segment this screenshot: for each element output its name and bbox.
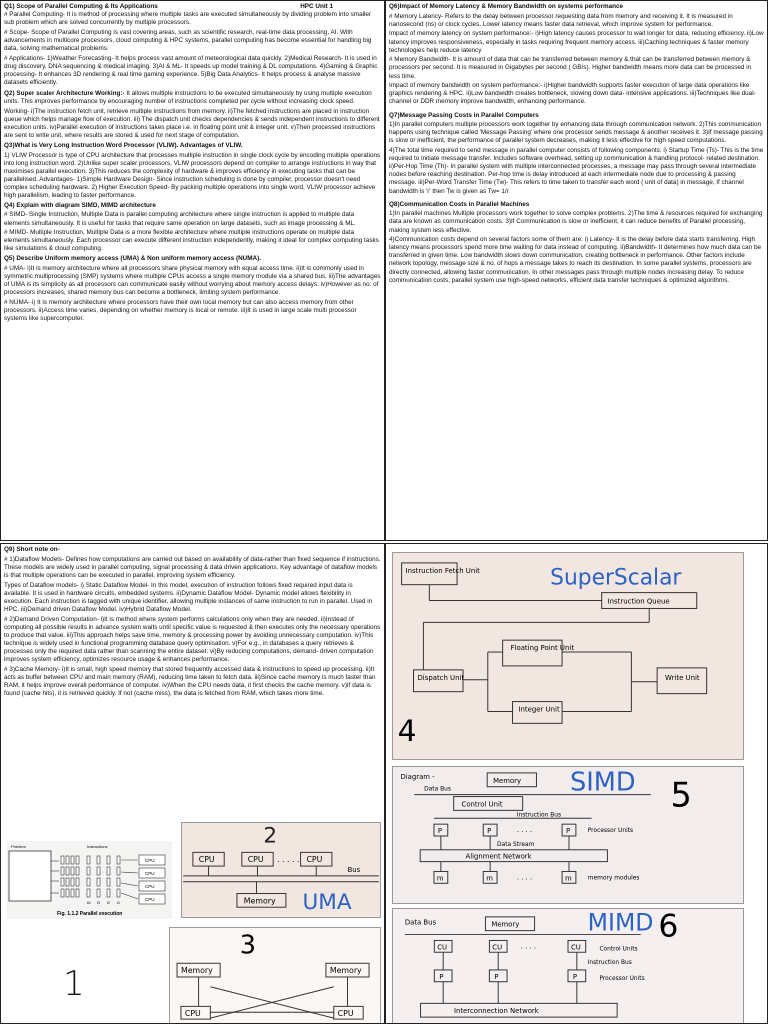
top-left-column [0,0,385,541]
mimd-memory-label: Memory [491,920,520,929]
simd-dots-2: . . . . [516,873,533,882]
simd-ibus-label: Instruction Bus [516,812,562,819]
q1-title: Q1) Scope of Parallel Computing & Its Applications [4,3,158,10]
ss-write-label: Write Unit [665,673,700,682]
q1-text-1: # Parallel Computing- It is method of processing where multiple tasks are executed simultaneously by dividing problem into smaller sub problem which are solved concurrently by multiple processors. [4,11,372,27]
uma-memory-label: Memory [243,896,276,906]
fig1-problem-label: Problem [11,844,26,849]
q8-text-1: 1)In parallel machines Multiple processors work together to solve complex problems. 2)The time & resources required for exchanging data are known as communication costs. 3)If Communication is slow or inefficient, it can reduce benefits of Parallel processing, making system less effective. [389,210,763,234]
q8-text-2: 4)Communication costs depend on several factors some of them are: i) Latency- It is the delay before data starts transferring. High latency means processors spend more time waiting for data instead of computing. ii)Bandwidth- It determines how much data can be transferred in given time. Low bandwidth slows down communication, creating bottleneck in performance. Other factors include network topology, message size & no. of hops a message takes to reach its destination. In some parallel systems, processors are directly connected, allowing faster communication. In other messages pass through multiple nodes increasing delay. To reduce communication costs, parallel system use high-speed networks, efficient data transfer techniques & optimized algorithms. [389,236,762,284]
simd-network-label: Alignment Network [465,852,532,861]
page-header [4,3,381,11]
parallel-execution-diagram [7,841,172,919]
figure-number-5: 5 [670,775,692,815]
numa-memory-2: Memory [329,966,362,976]
q8-title: Q8)Communication Costs in Parallel Machines [389,200,530,208]
q5-text-2: # NUMA- i) It is memory architecture where processors have their own local memory but can also access memory from other processors. ii)Access time varies, depending on whether memory is local or remote. iii)It is used in large scale multi processor systems like supercomputer. [4,298,357,322]
mimd-cunits-label: Control Units [599,946,638,953]
q9-text-block [1,544,384,831]
mimd-cu-1: CU [437,943,448,952]
ss-integer-label: Integer Unit [518,705,560,714]
simd-m-1: m [436,874,444,883]
q6-text-2: Impact of memory latency on system performance:- i)High latency causes processor to wait longer for data, reducing efficiency. ii)Low latency improves responsiveness, especially in tasks requiring frequent memory access. iii)Caching techniques & faster memory technologies help reduce latency [389,30,764,54]
simd-databus-label: Data Bus [424,786,451,793]
simd-diagram-photo [392,766,744,904]
fig1-cpu-label-3: CPU [145,884,155,889]
q6-text-4: Impact of memory bandwidth on system performance:- i)Higher bandwidth supports faster execution of large data operations like graphics rendering & HPC. ii)Low bandwidth creates bottleneck, slowing down data- intensive applications. iii)Techniques like dual-channel or DDR memory improve bandwidth, enhancing performance. [389,82,756,106]
q5-title: Q5) Describe Uniform memory access (UMA) & Non uniform memory access (NUMA). [4,255,261,263]
figure-number-2: 2 [263,823,278,849]
uma-diagram [182,823,380,917]
q9-title: Q9) Short note on- [4,546,60,553]
q2-title: Q2) Super scaler Architecture Working:- [4,90,125,98]
simd-stream-label: Data Stream [497,841,535,848]
fig1-caption: Fig. 1.1.2 Parallel execution [57,911,123,917]
superscalar-title: SuperScalar [550,565,682,591]
uma-cpu-3: CPU [306,855,323,865]
q6-text-1: # Memory Latency- Refers to the delay between processor requesting data from memory and receiving it. It is measured in nanosecond (ns) or clock cycles. Lower latency means faster data retrieval, which improve system for performance. [389,12,733,28]
top-right-column [385,0,768,541]
figure-number-3: 3 [239,930,256,961]
mimd-title: MIMD [587,909,654,937]
mimd-network-label: Interconnection Network [453,1007,539,1016]
fig1-instructions-label: Instructions [87,844,108,849]
q1-text-3: # Applications- 1)Weather Forecasting- It helps process vast amount of meteorological data quickly. 2)Medical Research- It is used in drug discovery, DNA sequencing & medical imaging. 3)AI & ML- It speeds up model training & DL computations. 4)Gaming & Graphic processing- It enhances 3D rendering & real time gaming experience. 5)Big Data Analytics- It helps process & analyse massive datasets efficiently. [4,54,378,87]
parallel-execution-figure [7,841,172,919]
q1-text-2: # Scope- Scope of Parallel Computing is vast covering areas, such as scientific research, real-time data processing, AI. With advancements in multicore processors, cloud computing & HPC systems, parallel computing has become essential for handling big data, solving mathematical problems. [4,28,372,53]
q9-text-3: # 2)Demand Driven Computation- i)It is method where system performs calculations only when they are needed. ii)Instead of computing all possible results in advance system waits until specific value is requested & then executes only the necessary operations to produce that value. iii)This approach helps save time, memory & processing power by avoiding unnecessary computation. iv)This technique is widely used in functional programming database query optimisation. v)For e.g., in databases a query retrieves & processes only the required data rather than scanning the entire dataset. vi)By reducing computations, demand- driven computation improves system efficiency, optimizes resource usage & enhances performance. [4,615,381,663]
q7-text-2: 4)The total time required to send message in parallel computer consists of following components: i) Startup Time (Ts)- This is the time required to initiate message transfer. Includes software overhead, setting up communication & handling protocol- related destination. ii)Per-Hop Time (Th)- In parallel system with multiple interconnected processes, a message may pass through several intermediate nodes before reaching destination. Per-hop time is delay introduced at each intermediate node due to processing & passing message. iii)Per-Word Transfer Time (Tw)- This refers to time taken to transfer each word ( unit of data) in message, If channel bandwidth is 'r' then Tw is given as Tw= 1/r [389,147,764,195]
mimd-cu-2: CU [492,943,503,952]
ss-fpu-label: Floating Point Unit [510,644,575,653]
fig1-cpu-label-1: CPU [145,858,155,863]
uma-cpu-2: CPU [247,855,264,865]
mimd-cu-3: CU [570,943,581,952]
ss-dispatch-label: Dispatch Unit [417,673,465,682]
figure-number-4: 4 [397,714,417,750]
q7-text-1: 1)In parallel computers multiple processors work together by enhancing data through communication network. 2)This communication happens using technique called 'Message Passing' where one processor sends message & another receives it. 3)If message passing is slow or inefficient, the performance of parallel system decreases, making it less effective for high speed computations. [389,121,763,145]
q9-text-2: Types of Dataflow models- i) Static Dataflow Model- In this model, execution of instruction follows fixed required input data is available. It is used in hardware circuits, embedded systems. ii)Dynamic Dataflow Model- Dynamic model allows flexibility in execution. Each instruction is tagged with unique identifier, allowing multiple instances of same instruction to run in parallel. Used in HPC. iii)Demand driven Dataflow Model. iv)Hybrid Dataflow Model. [4,581,373,613]
q6-text-3: # Memory Bandwidth- It is amount of data that can be transferred between memory & that can be transferred between memory & processors per second. It is measured in Gigabytes per second ( GB/s). Higher bandwidth means more data can be processed in less time. [389,56,752,80]
fig1-cpu-label-2: CPU [145,871,155,876]
numa-diagram [170,928,380,1024]
mimd-databus-label: Data Bus [404,918,437,927]
mimd-p-1: P [439,972,444,981]
ss-queue-label: Instruction Queue [607,597,670,606]
fig1-cpu-label-4: CPU [145,897,155,902]
simd-p-3: P [566,827,571,836]
numa-diagram-photo [169,927,381,1024]
superscalar-diagram-photo [392,552,744,760]
fig1-tick-3: t3 [97,901,100,905]
q2-text-1: It allows multiple instructions to be executed simultaneously by using multiple execution units. This improves performance by encouraging number of instructions completed per cycle without increasing clock speed. [4,90,372,106]
simd-punits-label: Processor Units [587,828,634,835]
unit-label: HPC Unit 1 [300,3,333,10]
simd-p-1: P [437,827,443,836]
fig1-tick-1: t1 [117,901,120,905]
q3-text-1: 1) VLIW Processor is type of CPU architecture that processes multiple instruction in single clock cycle by encoding multiple operations into long instruction word. 2)Unlike super scaler processors, VLIW processors depend on compiler to arrange instructions in way that maximises parallel execution. 3)This reduces the complexity of hardware & improves efficiency in executing tasks that can be parallelised. Advantages- 1)Simple Hardware Design- Since instruction scheduling is done by compiler, processor doesn't need complex scheduling hardware. 2) Higher Execution Speed- By packing multiple operations into single word, VLIW processor achieve high parallelism, leading to faster performance. [4,151,381,200]
q5-text-1: # UMA- i)It is memory architecture where all processors share physical memory with equal access time. ii)It is commonly used in symmetric multiprocessing (SMP) systems where multiple CPUs access a single memory module via a shared bus. iii)The advantages of UMA is its simplicity as all processors can communicate easily without worrying about memory access delays. iv)However as no. of processors increases, shared memory bus can become a bottleneck, limiting system performance. [4,264,381,297]
figure-number-1: 1 [63,964,85,1004]
simd-dots-1: . . . . [516,826,533,835]
numa-cpu-1: CPU [184,1009,201,1019]
q3-title: Q3)What is Very Long Instruction Word Processor (VLIW). Advantages of VLIW. [4,141,243,149]
simd-memory-label: Memory [493,776,522,785]
q6-title: Q6)Impact of Memory Latency & Memory Bandwidth on systems performance [389,3,624,10]
fig1-tick-n: tN [87,901,91,905]
q9-text-4: # 3)Cache Memory- i)It is small, high speed memory that stored frequently accessed data & instructions to speed up processing. ii)It acts as buffer between CPU and main memory (RAM), reducing time taken to fetch data. iii)Since cache memory is much faster than RAM, it helps improve overall performance of computer. iv)When the CPU needs data, it first checks the cache memory. v)If data is found (cache hits), it is retrieved quickly. If not (cache miss), the data is fetched from RAM, which takes more time. [4,665,376,697]
mimd-punits-label: Processor Units [599,975,645,982]
uma-bus-label: Bus [347,865,361,874]
simd-m-3: m [565,874,572,883]
simd-diagram-label: Diagram - [400,772,435,781]
numa-cpu-2: CPU [337,1009,354,1019]
ss-fetch-label: Instruction Fetch Unit [405,566,480,575]
simd-control-label: Control Unit [461,800,503,809]
simd-m-2: m [486,874,493,883]
mimd-diagram-photo [392,908,744,1024]
numa-memory-1: Memory [180,966,213,976]
uma-dots: . . . . . [277,855,300,865]
uma-title: UMA [302,890,352,916]
mimd-diagram [393,909,743,1024]
q4-text-1: # SIMD- Single Instruction, Multiple Data is parallel computing architecture where single instruction is applied to multiple data elements simultaneously. It is useful for tasks that require same operation on large datasets, such as image processing & ML. [4,211,356,227]
figure-number-6: 6 [658,909,679,945]
mimd-ibus-label: Instruction Bus [587,960,632,967]
mimd-dots: . . . . [520,942,537,951]
q4-text-2: # MIMD- Multiple Instruction, Multiple Data is a more flexible architecture where multiple instructions operate on multiple data elements simultaneously. Each processor can execute different instruction independently, making it ideal for complex computing tasks like simulations & cloud computing. [4,229,379,253]
uma-cpu-1: CPU [198,855,215,865]
simd-title: SIMD [569,767,636,798]
mimd-p-2: P [494,972,499,981]
uma-diagram-photo [181,822,381,918]
simd-p-2: P [487,827,492,836]
superscalar-diagram [393,553,743,759]
q2-text-2: Working- i)The instruction fetch unit, retrieve multiple instructions from memory. ii)The fetched instructions are placed in instruction queue which helps manage flow of execution. iii) The dispatch unit checks dependencies & sends independent instructions to different execution units. iv)Parallel execution of instructions takes place i.e. in floating point unit & integer unit. v)Then processed instructions are sent to write unit, where results are stored & used for next stage of computation. [4,107,380,140]
mimd-p-3: P [572,972,578,981]
q9-text-1: # 1)Dataflow Models- Defines how computations are carried out based on availability of data-rather than fixed sequence if instructions. These models are widely used in parallel computing, signal processing & data driven applications. Key advantage of dataflow models is that multiple operations can be executed in parallel, improving system efficiency. [4,555,381,579]
q7-title: Q7)Message Passing Costs in Parallel Computers [389,111,539,119]
fig1-tick-2: t2 [107,901,110,905]
bottom-right-column [385,543,768,1024]
q4-title: Q4) Explain with diagram SIMD, MIMD architecture [4,201,156,209]
bottom-left-column [0,543,385,1024]
simd-modules-label: memory modules [587,875,640,882]
simd-diagram [393,767,743,903]
